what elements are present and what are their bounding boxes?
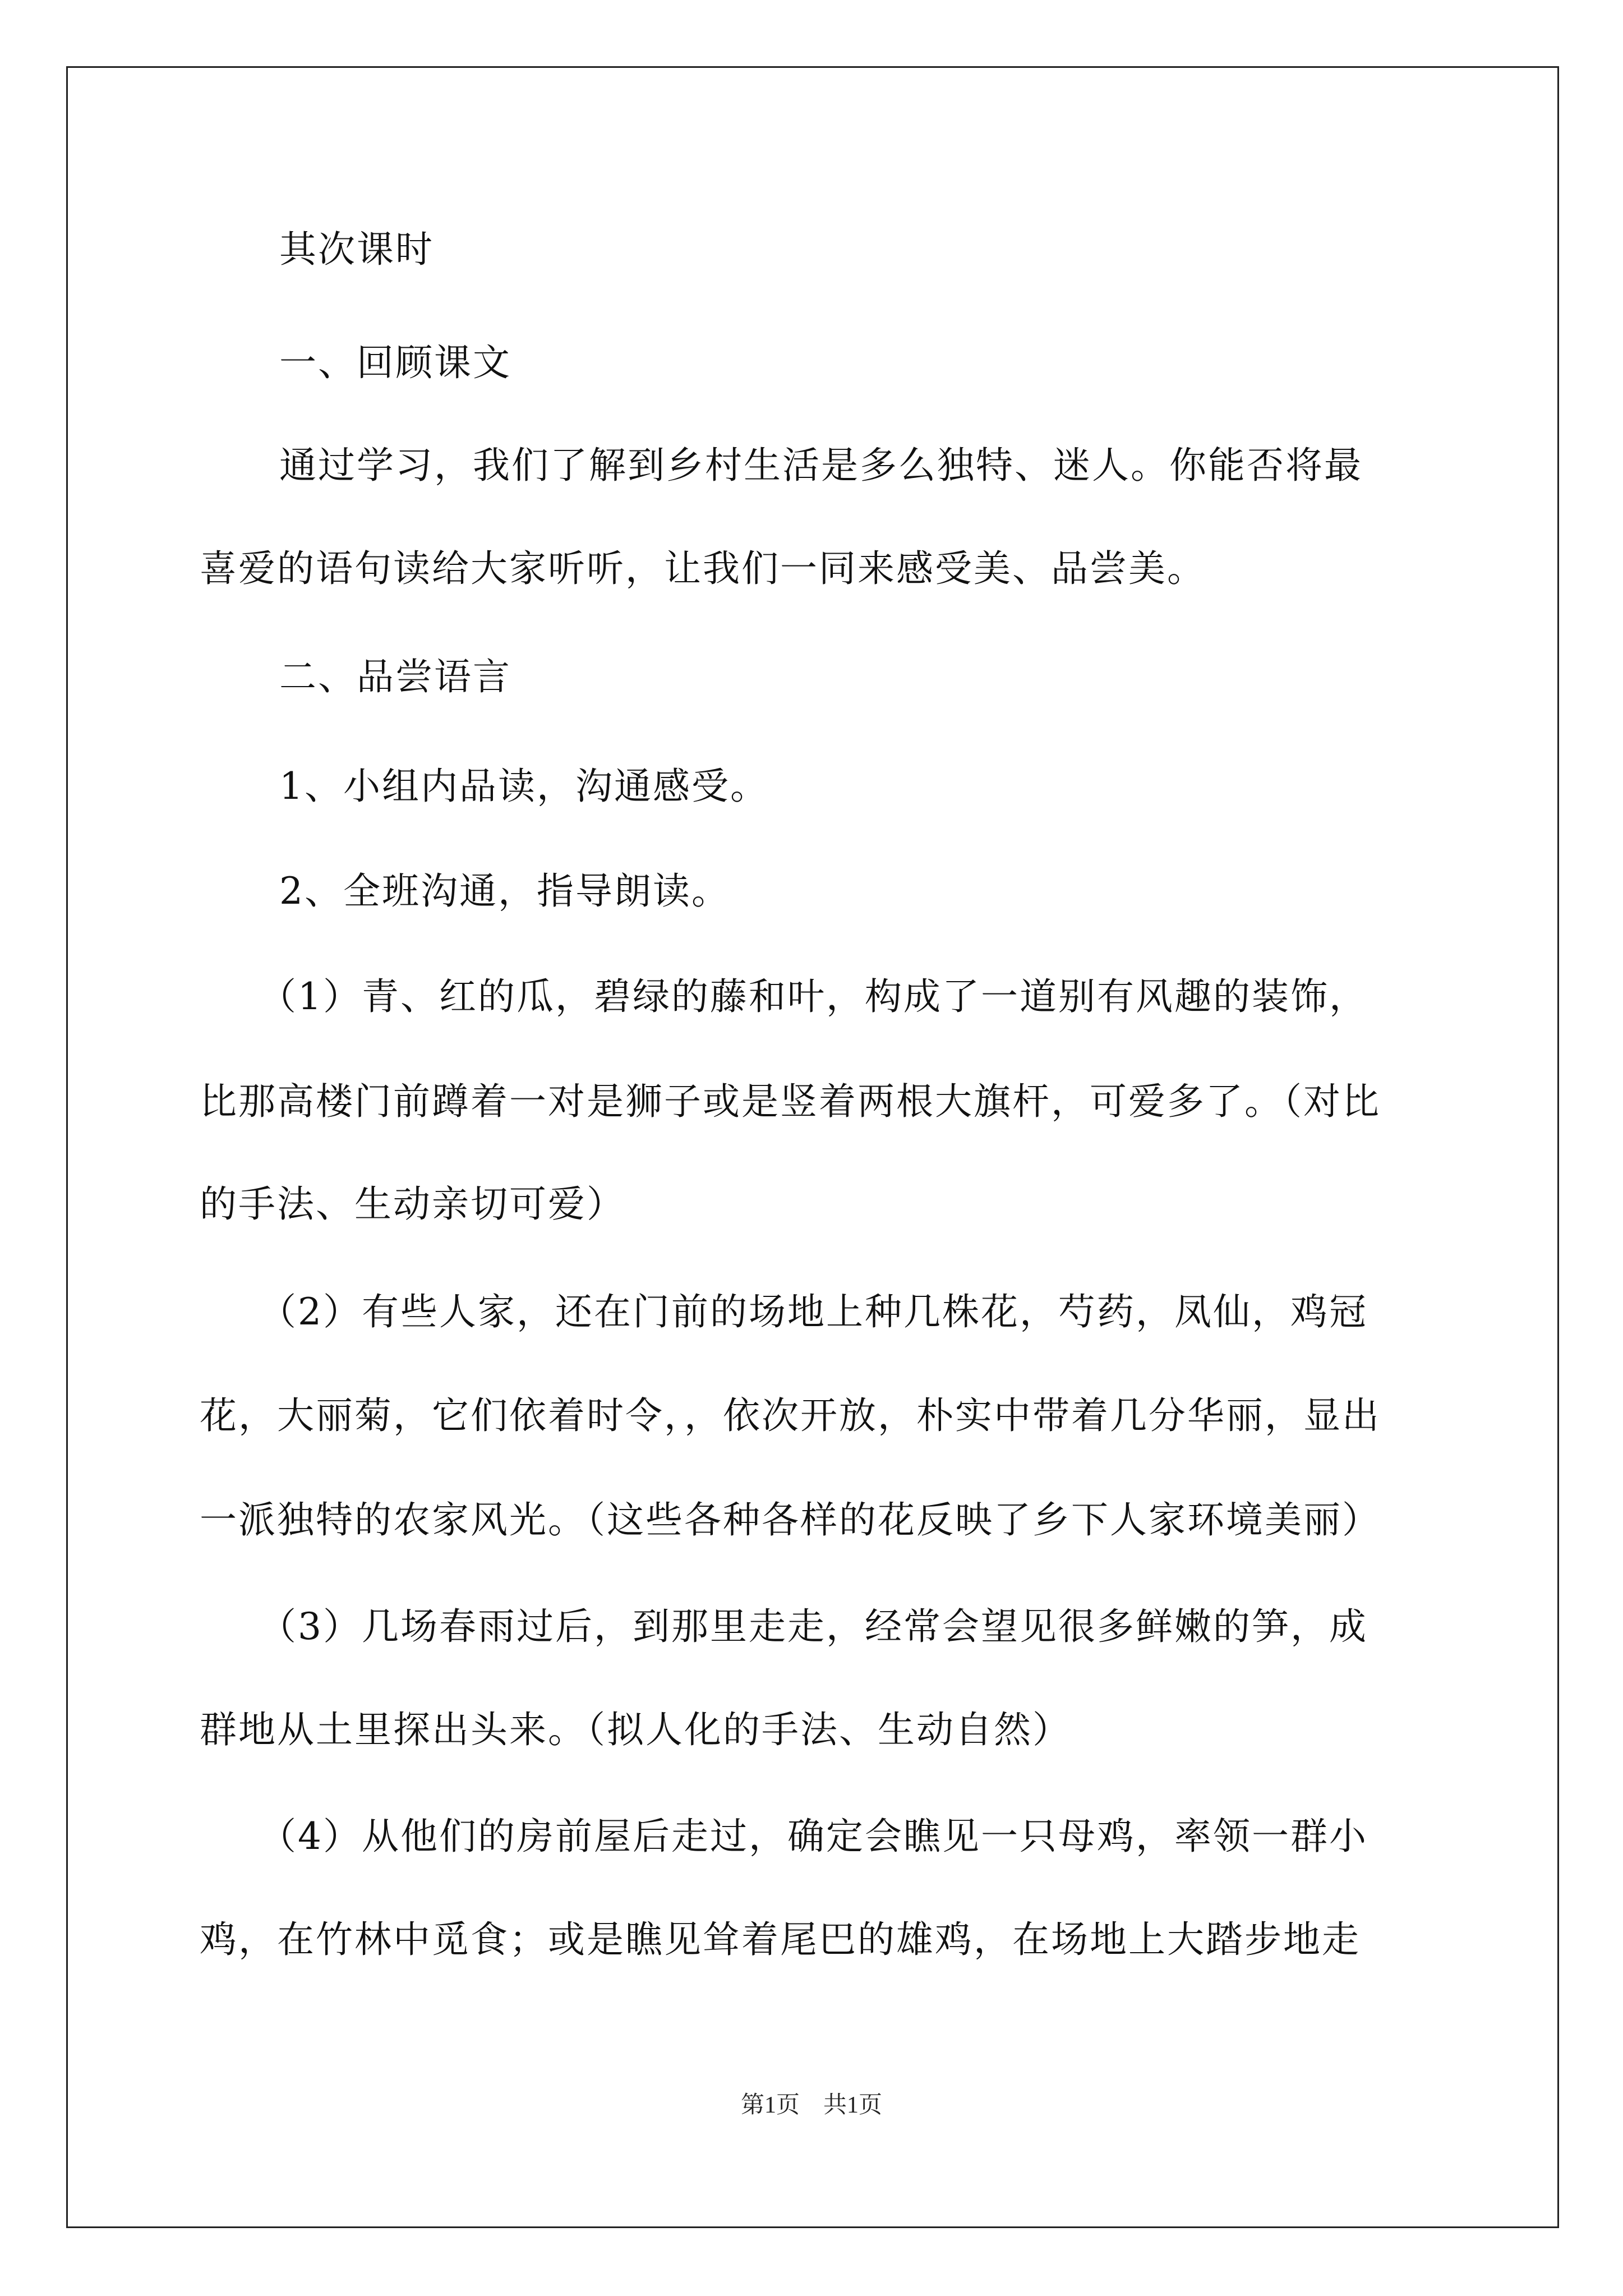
list-item: 1、小组内品读，沟通感受。 xyxy=(279,765,769,808)
paragraph-line: 群地从土里探出头来。（拟人化的手法、生动自然） xyxy=(200,1708,1071,1751)
list-item: 2、全班沟通，指导朗读。 xyxy=(279,869,730,913)
paragraph-line: （4）从他们的房前屋后走过，确定会瞧见一只母鸡，率领一群小 xyxy=(259,1815,1368,1858)
paragraph-line: 鸡，在竹林中觅食；或是瞧见耸着尾巴的雄鸡，在场地上大踏步地走 xyxy=(200,1918,1361,1961)
paragraph-line: 通过学习，我们了解到乡村生活是多么独特、迷人。你能否将最 xyxy=(279,444,1363,487)
paragraph-line: 的手法、生动亲切可爱） xyxy=(200,1182,625,1226)
page-border xyxy=(66,66,1559,2228)
paragraph-line: （3）几场春雨过后，到那里走走，经常会望见很多鲜嫩的笋，成 xyxy=(259,1605,1368,1648)
paragraph-line: （1）青、红的瓜，碧绿的藤和叶，构成了一道别有风趣的装饰， xyxy=(259,975,1368,1018)
paragraph-line: 花，大丽菊，它们依着时令，，依次开放，朴实中带着几分华丽，显出 xyxy=(200,1394,1381,1437)
section-heading-language: 二、品尝语言 xyxy=(279,655,511,698)
section-heading-review: 一、回顾课文 xyxy=(279,341,511,384)
page-footer: 第1页 共1页 xyxy=(740,2092,882,2118)
paragraph-line: （2）有些人家，还在门前的场地上种几株花，芍药，凤仙，鸡冠 xyxy=(259,1290,1368,1333)
paragraph-line: 喜爱的语句读给大家听听，让我们一同来感受美、品尝美。 xyxy=(200,547,1206,590)
lesson-heading: 其次课时 xyxy=(279,228,434,271)
paragraph-line: 比那高楼门前蹲着一对是狮子或是竖着两根大旗杆，可爱多了。（对比 xyxy=(200,1080,1381,1123)
paragraph-line: 一派独特的农家风光。（这些各种各样的花反映了乡下人家环境美丽） xyxy=(200,1498,1381,1542)
